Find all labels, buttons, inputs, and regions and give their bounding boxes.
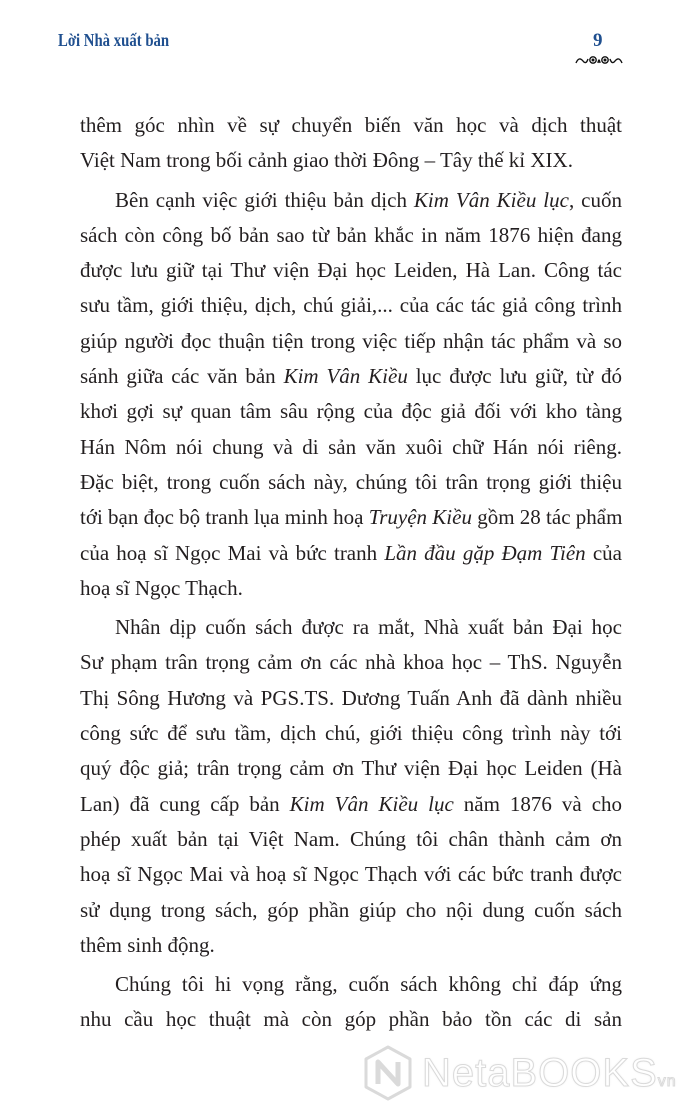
text-line — [80, 716, 622, 751]
text-segment: Thị Sông Hương và PGS.TS. Dương Tuấn Anh đã dành nhiều — [80, 685, 622, 710]
text-segment: sưu tầm, giới thiệu, dịch, chú giải,... của các tác giả công trình — [80, 293, 622, 318]
text-segment: sánh giữa các văn bản — [80, 364, 284, 389]
text-line — [80, 857, 622, 892]
text-line — [80, 324, 622, 359]
text-segment: Lan) đã cung cấp bản — [80, 791, 290, 816]
text-line — [80, 108, 622, 143]
text-line — [80, 465, 622, 500]
text-line — [80, 359, 622, 394]
text-line — [80, 681, 622, 716]
text-segment: Chúng tôi hi vọng rằng, cuốn sách không chỉ đáp ứng — [115, 972, 622, 997]
paragraph — [80, 610, 622, 963]
page-number: 9 — [593, 30, 603, 51]
text-segment: được lưu giữ tại Thư viện Đại học Leiden, Hà Lan. Công tác — [80, 258, 622, 283]
text-segment: Sư phạm trân trọng cảm ơn các nhà khoa học – ThS. Nguyễn — [80, 650, 622, 675]
running-header-title: Lời Nhà xuất bản — [58, 30, 170, 50]
text-line — [80, 893, 622, 928]
text-segment: sách còn công bố bản sao từ bản khắc in năm 1876 hiện đang — [80, 222, 622, 247]
italic-title-text: Truyện Kiều — [368, 505, 472, 530]
text-line — [80, 394, 622, 429]
text-line — [80, 571, 622, 606]
text-line — [80, 430, 622, 465]
text-line — [80, 610, 622, 645]
text-line — [80, 536, 622, 571]
netabooks-watermark — [362, 1044, 677, 1102]
text-segment: giúp người đọc thuận tiện trong việc tiếp nhận tác phẩm và so — [80, 328, 622, 353]
text-segment: gồm 28 tác phẩm — [471, 505, 623, 530]
text-line — [80, 928, 622, 963]
text-segment: quý độc giả; trân trọng cảm ơn Thư viện Đại học Leiden (Hà — [80, 756, 622, 781]
text-segment: hoạ sĩ Ngọc Mai và hoạ sĩ Ngọc Thạch với các bức tranh được — [80, 862, 622, 887]
text-segment: Hán Nôm nói chung và di sản văn xuôi chữ Hán nói riêng. — [80, 434, 622, 459]
body-text — [80, 108, 622, 1042]
text-segment: của hoạ sĩ Ngọc Mai và bức tranh — [80, 540, 385, 565]
ornament-flourish-icon — [574, 54, 624, 66]
text-line — [80, 787, 622, 822]
italic-title-text: Lần đầu gặp Đạm Tiên — [384, 540, 586, 565]
text-segment: Đặc biệt, trong cuốn sách này, chúng tôi trân trọng giới thiệu — [80, 469, 622, 494]
text-line — [80, 253, 622, 288]
italic-title-text: Kim Vân Kiều — [283, 364, 408, 389]
text-segment: của — [585, 540, 622, 565]
text-line — [80, 967, 622, 1002]
text-line — [80, 500, 622, 535]
netabooks-logo-icon — [362, 1044, 414, 1102]
text-line — [80, 288, 622, 323]
text-segment: thêm sinh động. — [80, 932, 215, 957]
text-line — [80, 751, 622, 786]
paragraph — [80, 108, 622, 179]
text-segment: lục được lưu giữ, từ đó — [407, 364, 622, 389]
italic-title-text: Kim Vân Kiều lục — [413, 187, 569, 212]
text-segment: nhu cầu học thuật mà còn góp phần bảo tồn các di sản — [80, 1007, 622, 1032]
text-segment: sử dụng trong sách, góp phần giúp cho nội dung cuốn sách — [80, 897, 622, 922]
text-line — [80, 183, 622, 218]
text-segment: công sức để sưu tầm, dịch chú, giới thiệu công trình này tới — [80, 721, 622, 746]
watermark-brand: NetaBOOKS — [422, 1050, 658, 1095]
watermark-suffix: vn — [657, 1072, 677, 1090]
text-segment: hoạ sĩ Ngọc Thạch. — [80, 575, 243, 600]
text-line — [80, 1002, 622, 1037]
text-segment: Nhân dịp cuốn sách được ra mắt, Nhà xuất bản Đại học — [115, 615, 622, 640]
text-segment: năm 1876 và cho — [453, 791, 623, 816]
text-line — [80, 218, 622, 253]
text-line — [80, 645, 622, 680]
text-segment: , cuốn — [568, 187, 623, 212]
text-segment: Việt Nam trong bối cảnh giao thời Đông – Tây thế kỉ XIX. — [80, 148, 573, 173]
text-segment: phép xuất bản tại Việt Nam. Chúng tôi chân thành cảm ơn — [80, 826, 622, 851]
text-segment: thêm góc nhìn về sự chuyển biến văn học và dịch thuật — [80, 113, 622, 137]
text-segment: tới bạn đọc bộ tranh lụa minh hoạ — [80, 505, 369, 530]
text-segment: khơi gợi sự quan tâm sâu rộng của độc giả đối với kho tàng — [80, 399, 622, 424]
paragraph — [80, 967, 622, 1038]
paragraph — [80, 183, 622, 607]
text-segment: Bên cạnh việc giới thiệu bản dịch — [115, 187, 414, 212]
text-line — [80, 143, 622, 178]
italic-title-text: Kim Vân Kiều lục — [289, 791, 454, 816]
text-line — [80, 822, 622, 857]
